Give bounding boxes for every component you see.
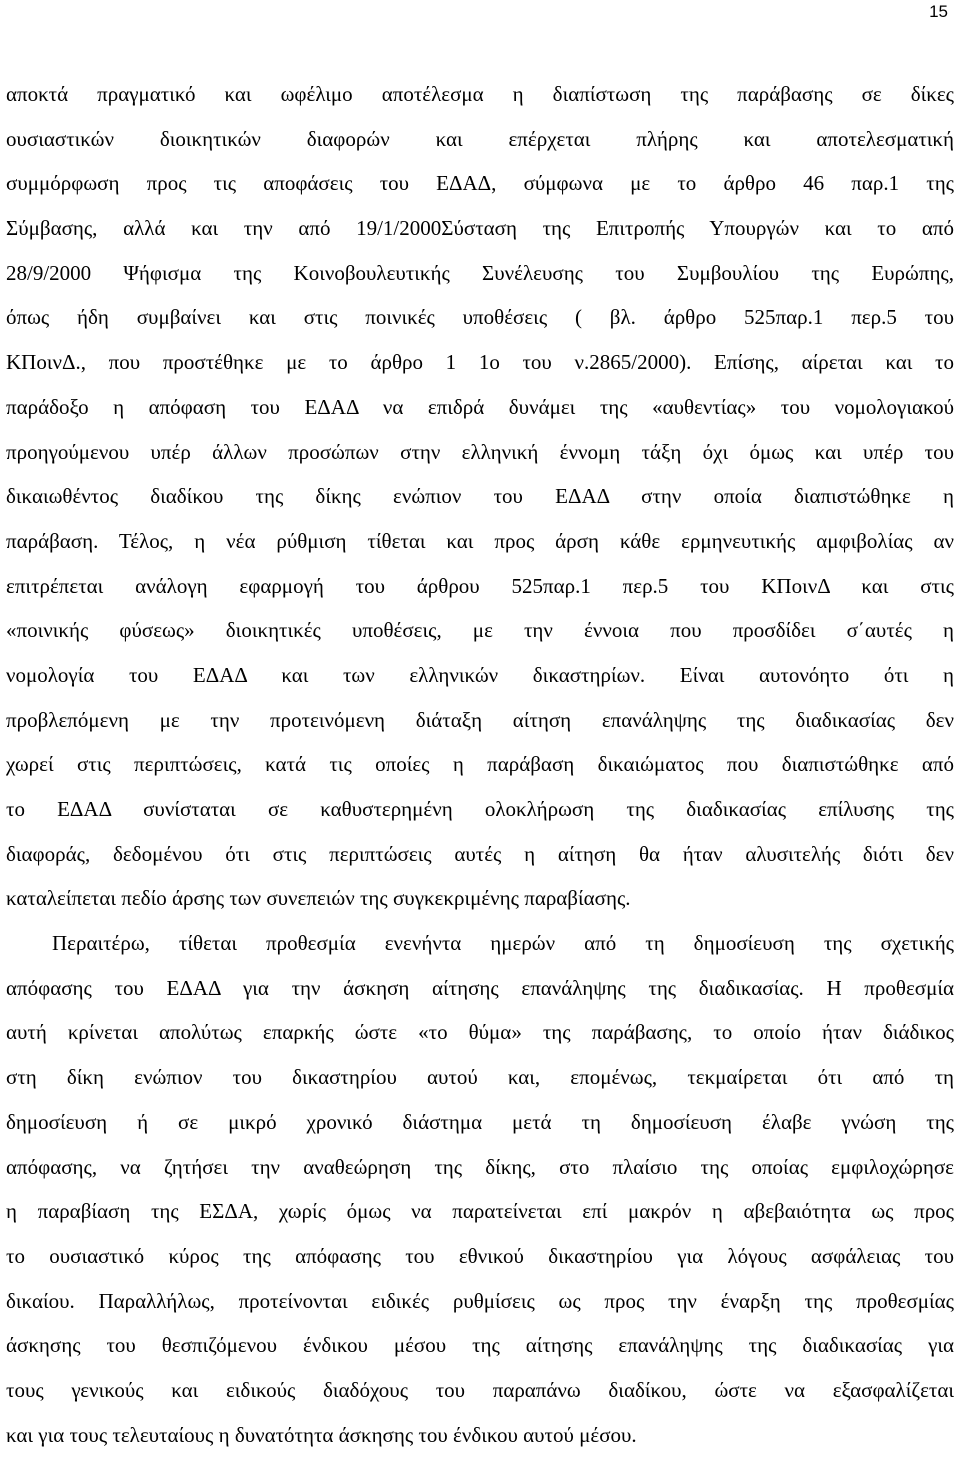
text-line: δικαίου. Παραλλήλως, προτείνονται ειδικές ρυθμίσεις ως προς την έναρξη της προθεσμίας (6, 1288, 954, 1313)
paragraph-1 (6, 72, 954, 921)
text-line: Περαιτέρω, τίθεται προθεσμία ενενήντα ημερών από τη δημοσίευση της σχετικής (52, 931, 954, 956)
text-line: προβλεπόμενη με την προτεινόμενη διάταξη αίτηση επανάληψης της διαδικασίας δεν (6, 707, 954, 732)
text-line: όπως ήδη συμβαίνει και στις ποινικές υποθέσεις ( βλ. άρθρο 525παρ.1 περ.5 του (6, 305, 954, 330)
text-line: απόφασης, να ζητήσει την αναθεώρηση της δίκης, στο πλαίσιο της οποίας εμφιλοχώρησε (6, 1154, 954, 1179)
text-line: συμμόρφωση προς τις αποφάσεις του ΕΔΑΔ, σύμφωνα με το άρθρο 46 παρ.1 της (6, 171, 954, 196)
text-line: άσκησης του θεσπιζόμενου ένδικου μέσου της αίτησης επανάληψης της διαδικασίας για (6, 1333, 954, 1358)
text-line: Σύμβασης, αλλά και την από 19/1/2000Σύσταση της Επιτροπής Υπουργών και το από (6, 216, 954, 241)
text-line: 28/9/2000 Ψήφισμα της Κοινοβουλευτικής Συνέλευσης του Συμβουλίου της Ευρώπης, (6, 260, 954, 285)
text-line: καταλείπεται πεδίο άρσης των συνεπειών της συγκεκριμένης παραβίασης. (6, 886, 631, 911)
text-line: προηγούμενου υπέρ άλλων προσώπων στην ελληνική έννομη τάξη όχι όμως και υπέρ του (6, 439, 954, 464)
text-line: και για τους τελευταίους η δυνατότητα άσκησης του ένδικου αυτού μέσου. (6, 1422, 637, 1447)
text-line: δημοσίευση ή σε μικρό χρονικό διάστημα μετά τη δημοσίευση έλαβε γνώση της (6, 1109, 954, 1134)
page-number: 15 (929, 2, 948, 21)
text-line: τους γενικούς και ειδικούς διαδόχους του παραπάνω διαδίκου, ώστε να εξασφαλίζεται (6, 1377, 954, 1402)
text-line: το ουσιαστικό κύρος της απόφασης του εθνικού δικαστηρίου για λόγους ασφάλειας του (6, 1243, 954, 1268)
text-line: νομολογία του ΕΔΑΔ και των ελληνικών δικαστηρίων. Είναι αυτονόητο ότι η (6, 662, 954, 687)
text-line: στη δίκη ενώπιον του δικαστηρίου αυτού και, επομένως, τεκμαίρεται ότι από τη (6, 1065, 954, 1090)
text-line: διαφοράς, δεδομένου ότι στις περιπτώσεις αυτές η αίτηση θα ήταν αλυσιτελής διότι δεν (6, 841, 954, 866)
text-line: δικαιωθέντος διαδίκου της δίκης ενώπιον του ΕΔΑΔ στην οποία διαπιστώθηκε η (6, 484, 954, 509)
text-line: χωρεί στις περιπτώσεις, κατά τις οποίες η παράβαση δικαιώματος που διαπιστώθηκε από (6, 752, 954, 777)
text-line: ΚΠοινΔ., που προστέθηκε με το άρθρο 1 1ο του ν.2865/2000). Επίσης, αίρεται και το (6, 350, 954, 375)
text-line: επιτρέπεται ανάλογη εφαρμογή του άρθρου 525παρ.1 περ.5 του ΚΠοινΔ και στις (6, 573, 954, 598)
text-line: παράβαση. Τέλος, η νέα ρύθμιση τίθεται και προς άρση κάθε ερμηνευτικής αμφιβολίας αν (6, 528, 954, 553)
text-line: παράδοξο η απόφαση του ΕΔΑΔ να επιδρά δυνάμει της «αυθεντίας» του νομολογιακού (6, 394, 954, 419)
text-line: «ποινικής φύσεως» διοικητικές υποθέσεις, με την έννοια που προσδίδει σ΄αυτές η (6, 618, 954, 643)
text-line: αποκτά πραγματικό και ωφέλιμο αποτέλεσμα η διαπίστωση της παράβασης σε δίκες (6, 82, 954, 106)
paragraph-2 (6, 921, 954, 1457)
text-line: ουσιαστικών διοικητικών διαφορών και επέρχεται πλήρης και αποτελεσματική (6, 126, 954, 151)
text-line: η παραβίαση της ΕΣΔΑ, χωρίς όμως να παρατείνεται επί μακρόν η αβεβαιότητα ως προς (6, 1199, 954, 1224)
text-line: το ΕΔΑΔ συνίσταται σε καθυστερημένη ολοκλήρωση της διαδικασίας επίλυσης της (6, 797, 954, 821)
text-line: απόφασης του ΕΔΑΔ για την άσκηση αίτησης επανάληψης της διαδικασίας. Η προθεσμία (6, 975, 954, 1000)
text-line: αυτή κρίνεται απολύτως επαρκής ώστε «το θύμα» της παράβασης, το οποίο ήταν διάδικος (6, 1020, 954, 1045)
document-body (6, 72, 954, 1457)
